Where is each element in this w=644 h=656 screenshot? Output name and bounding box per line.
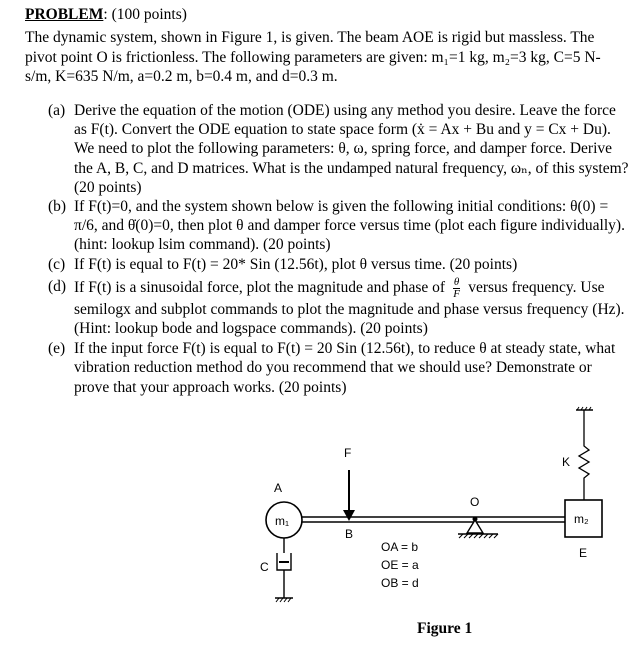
label-mass-m1: m₁ [275,514,290,528]
problem-intro: The dynamic system, shown in Figure 1, is given. The beam AOE is rigid but massless. The pivot point O is frictionless. The following parameters are given: m₁=1 kg, m₂=3 kg, C=5 N-s/m, K=635 N/m, a=0.2 m, b=0.4 m, and d=0.3 m. [25,29,601,85]
pivot-pin [473,517,478,522]
label-e: E [579,546,588,560]
label-c: C [260,560,269,574]
force-arrowhead [343,510,355,521]
question-text: If the input force F(t) is equal to F(t) = 20 Sin (12.56t), to reduce θ at steady state, what vibration reduction method do you recommend that we should use? Demonstrate or prove that your approach works. (20 points) [74,340,616,396]
spring-coil [579,410,589,500]
fraction-numerator: θ [453,275,460,288]
fraction-denominator: F [453,287,460,300]
label-force: F [344,446,352,460]
question-label: (a) [48,102,66,119]
dimension-ob: OB = d [381,576,419,590]
question-label: (d) [48,277,67,295]
question-label: (c) [48,255,66,273]
problem-points: (100 points) [111,6,187,23]
question-label: (e) [48,340,66,358]
question-text: Derive the equation of the motion (ODE) using any method you desire. Leave the force as F(t). Convert the ODE equation to state space form (ẋ = Ax + Bu and y = Cx + Du). We need to plot the following parameters: θ, ω, spring force, and damper force. Derive the A, B, C, and D matrices. What is the undamped natural frequency, ωₙ, of this system? (20 points) [74,102,629,196]
question-text: If F(t) is equal to F(t) = 20* Sin (12.56t), plot θ versus time. (20 points) [74,255,518,273]
question-label: (b) [48,198,67,216]
label-o: O [470,495,480,509]
figure-caption: Figure 1 [417,620,473,637]
dimension-oa: OA = b [381,540,419,554]
label-mass-m2: m₂ [574,512,589,526]
label-k: K [562,455,571,469]
problem-label: PROBLEM [25,6,104,23]
question-text-after: versus frequency. Use semilogx and subplot commands to plot the magnitude and phase versus frequency (Hz). (Hint: lookup bode and logspace commands). (20 points) [74,278,625,338]
question-text-before: If F(t) is a sinusoidal force, plot the magnitude and phase of [74,278,446,296]
label-b: B [345,527,354,541]
label-a: A [274,481,283,495]
problem-heading: PROBLEM: (100 points) [25,6,187,23]
dimension-oe: OE = a [381,558,419,572]
question-text: If F(t)=0, and the system shown below is given the following initial conditions: θ(0) = π/6, and θ̇(0)=0, then plot θ and damper force versus time (plot each figure individually). (hint: lookup lsim command). (20 points) [74,198,625,254]
